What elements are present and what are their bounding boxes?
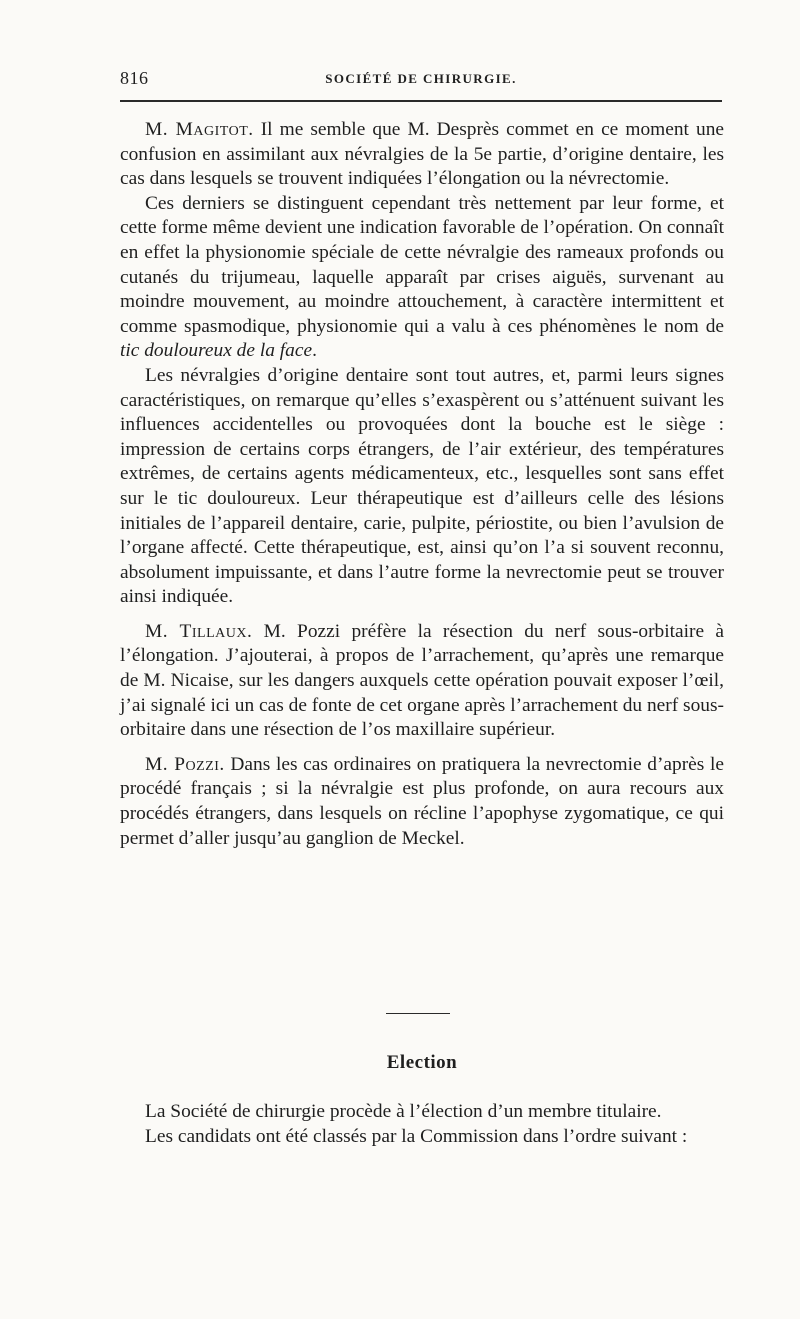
body-text <box>120 118 724 851</box>
speaker-name: M. Pozzi. <box>145 753 225 775</box>
section-title: Election <box>386 1052 458 1073</box>
speaker-name: M. Magitot. <box>145 119 254 140</box>
speaker-name: M. Tillaux. <box>145 620 253 642</box>
election-text <box>120 1099 724 1149</box>
paragraph-text: Il me semble que M. Desprès commet en ce moment une confusion en assimilant aux névralgies de la 5e partie, d’origine dentaire, les cas dans lesquels se trouvent indiquées l’élongation ou la névrectomie. <box>120 119 724 190</box>
paragraph-magitot <box>120 118 724 192</box>
election-paragraph-1: La Société de chirurgie procède à l’élection d’un membre titulaire. <box>145 1101 662 1122</box>
election-paragraph-2: Les candidats ont été classés par la Commission dans l’ordre suivant : <box>145 1126 688 1147</box>
paragraph-ces-derniers <box>120 192 724 364</box>
page-number: 816 <box>120 68 149 88</box>
italic-term: tic douloureux de la face <box>120 340 313 362</box>
paragraph-text: Dans les cas ordinaires on pratiquera la nevrectomie d’après le procédé français ; si la névralgie est plus profonde, on aura recours aux procédés étrangers, dans lesquels on récline l’apophyse zygomatique, ce qui permet d’aller jusqu’au ganglion de Meckel. <box>120 753 724 849</box>
paragraph-pozzi <box>120 753 724 851</box>
paragraph-text-end: . <box>312 340 317 362</box>
paragraph-text: Ces derniers se distinguent cependant très nettement par leur forme, et cette forme même devient une indication favorable de l’opération. On connaît en effet la physionomie spéciale de cette névralgie des rameaux profonds ou cutanés du trijumeau, laquelle apparaît par crises aiguës, survenant au moindre mouvement, au moindre attouchement, à caractère intermittent et comme spasmodique, physionomie qui a valu à ces phénomènes le nom de <box>120 192 724 337</box>
header-rule <box>120 100 722 102</box>
paragraph-text: M. Pozzi préfère la résection du nerf sous-orbitaire à l’élongation. J’ajouterai, à propos de l’arrachement, qu’après une remarque de M. Nicaise, sur les dangers auxquels cette opération pouvait exposer l’œil, j’ai signalé ici un cas de fonte de cet organe après l’arrachement du nerf sous-orbitaire dans une résection de l’os maxillaire supérieur. <box>120 620 724 741</box>
section-separator <box>386 1013 450 1014</box>
paragraph-les-nevralgies: Les névralgies d’origine dentaire sont tout autres, et, parmi leurs signes caractéristiques, on remarque qu’elles s’exaspèrent ou s’atténuent suivant les influences accidentelles ou provoquées dont la bouche est le siège : impression de certains corps étrangers, de l’air extérieur, des températures extrêmes, de certains agents médicamenteux, etc., lesquelles sont sans effet sur le tic douloureux. Leur thérapeutique est d’ailleurs celle des lésions initiales de l’appareil dentaire, carie, pulpite, périostite, ou bien l’avulsion de l’organe affecté. Cette thérapeutique, est, ainsi qu’on l’a si souvent reconnu, absolument impuissante, et dans l’autre forme la nevrectomie peut se trouver ainsi indiquée. <box>120 364 724 608</box>
page-header <box>120 68 722 92</box>
paragraph-tillaux <box>120 620 724 743</box>
running-head: SOCIÉTÉ DE CHIRURGIE. <box>325 71 517 86</box>
